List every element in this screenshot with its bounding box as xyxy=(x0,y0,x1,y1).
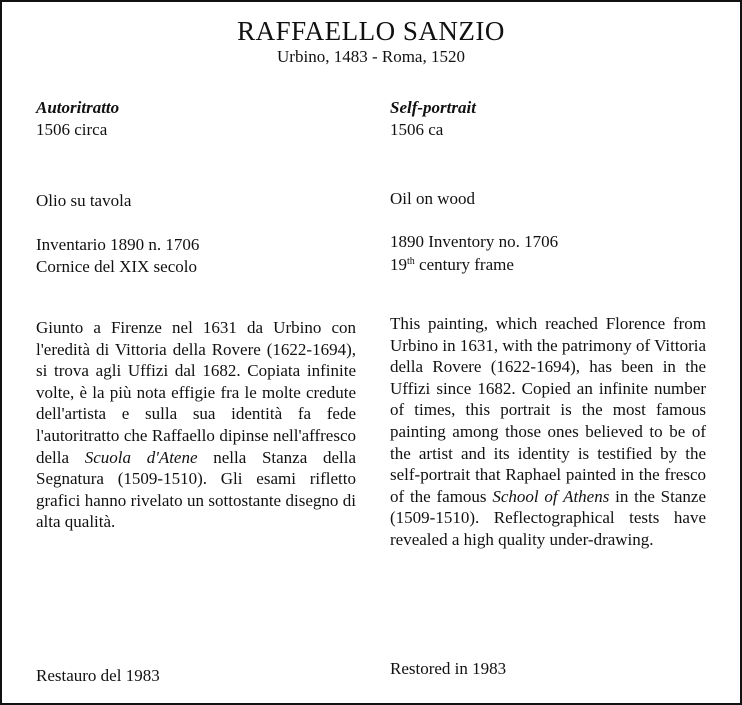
english-frame-ordinal: th xyxy=(407,256,415,267)
italian-description-text-1: Giunto a Firenze nel 1631 da Urbino con l'eredità di Vittoria della Rovere (1622-1694), si trova agli Uffizi dal 1682. Copiata infinite volte, è la più nota effigie fra le molte credute dell'artista e sulla sua identità fa fede l'autoritratto che Raffaello dipinse nell'affresco della xyxy=(36,318,356,467)
italian-description-text-2: nella Stanza della Segnatura (1509-1510). Gli esami rifletto grafici hanno rivelato un sottostante disegno di alta qualità. xyxy=(36,447,356,532)
italian-description xyxy=(36,317,356,533)
italian-frame: Cornice del XIX secolo xyxy=(36,257,197,276)
english-description-fresco-title: School of Athens xyxy=(492,486,610,506)
artist-dates: Urbino, 1483 - Roma, 1520 xyxy=(277,47,465,66)
italian-work-title: Autoritratto xyxy=(36,98,120,117)
italian-restoration: Restauro del 1983 xyxy=(36,666,160,685)
english-work-title: Self-portrait xyxy=(390,98,476,117)
italian-medium: Olio su tavola xyxy=(36,191,132,210)
english-description-text-1: This painting, which reached Florence from Urbino in 1631, with the patrimony of Vittoria della Rovere (1622-1694), has been in the Uffizi since 1682. Copied an infinite number of times, this portrait is the most famous painting among those ones believed to be of the artist and its identity is testified by the self-portrait that Raphael painted in the fresco of the famous xyxy=(390,314,706,506)
english-frame-text: century frame xyxy=(414,255,514,274)
english-medium: Oil on wood xyxy=(390,189,475,208)
italian-inventory: Inventario 1890 n. 1706 xyxy=(36,235,200,254)
english-date: 1506 ca xyxy=(390,120,444,139)
english-frame-number: 19 xyxy=(390,255,407,274)
italian-date: 1506 circa xyxy=(36,120,108,139)
english-frame xyxy=(390,255,706,275)
english-inventory: 1890 Inventory no. 1706 xyxy=(390,232,559,251)
english-description-text-2: in the Stanze (1509-1510). Reflectographical tests have revealed a high quality under-drawing. xyxy=(390,486,706,549)
english-description xyxy=(390,313,706,551)
artist-name: RAFFAELLO SANZIO xyxy=(237,16,505,46)
italian-description-fresco-title: Scuola d'Atene xyxy=(84,447,198,467)
english-restoration: Restored in 1983 xyxy=(390,659,507,678)
